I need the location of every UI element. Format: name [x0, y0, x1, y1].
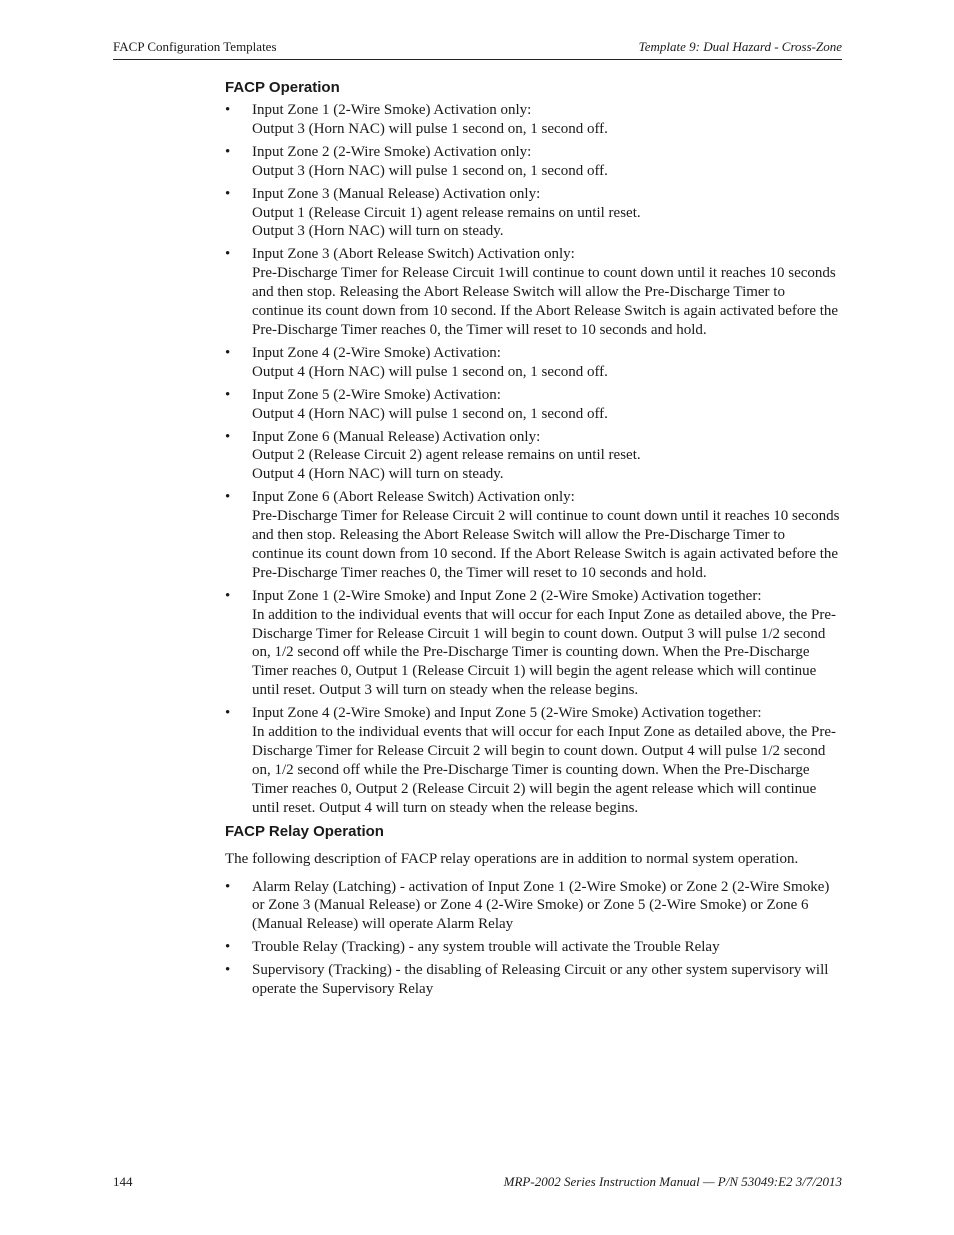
item-line: Output 4 (Horn NAC) will turn on steady. [252, 466, 504, 483]
bullet-list [225, 878, 840, 999]
section-heading: FACP Relay Operation [225, 822, 384, 840]
item-line: Alarm Relay (Latching) - activation of Input Zone 1 (2-Wire Smoke) or Zone 2 (2-Wire Smoke) or Zone 3 (Manual Release) or Zone 4 (2-Wire Smoke) or Zone 5 (2-Wire Smoke) or Zone 6 (Manual Release) will operate Alarm Relay [252, 878, 830, 933]
item-line: Input Zone 6 (Manual Release) Activation only: [252, 428, 541, 445]
bullet-icon: • [225, 587, 231, 604]
item-line: Input Zone 1 (2-Wire Smoke) and Input Zone 2 (2-Wire Smoke) Activation together: [252, 587, 762, 604]
header-template-title: Template 9: Dual Hazard - Cross-Zone [638, 39, 842, 54]
list-item [225, 428, 840, 485]
item-line: Input Zone 3 (Manual Release) Activation only: [252, 185, 541, 202]
item-line: Input Zone 5 (2-Wire Smoke) Activation: [252, 386, 501, 403]
bullet-icon: • [225, 428, 231, 445]
item-line: Input Zone 1 (2-Wire Smoke) Activation only: [252, 102, 532, 118]
bullet-icon: • [225, 705, 231, 722]
list-item [225, 386, 840, 424]
section-heading: FACP Operation [225, 79, 340, 96]
bullet-icon: • [225, 246, 231, 263]
bullet-icon: • [225, 939, 231, 956]
item-line: Input Zone 4 (2-Wire Smoke) and Input Zone 5 (2-Wire Smoke) Activation together: [252, 705, 762, 722]
list-item [225, 488, 840, 583]
item-line: Input Zone 2 (2-Wire Smoke) Activation only: [252, 143, 532, 160]
section-facp-operation [225, 78, 840, 818]
item-line: Input Zone 4 (2-Wire Smoke) Activation: [252, 344, 501, 361]
list-item [225, 878, 840, 935]
section-facp-relay-operation [225, 822, 840, 999]
bullet-icon: • [225, 878, 231, 895]
item-line: Trouble Relay (Tracking) - any system trouble will activate the Trouble Relay [252, 939, 720, 956]
page-content [225, 78, 840, 1003]
item-line: Output 4 (Horn NAC) will pulse 1 second on, 1 second off. [252, 363, 608, 380]
item-line: Output 1 (Release Circuit 1) agent release remains on until reset. [252, 204, 641, 221]
bullet-icon: • [225, 143, 231, 160]
item-line: In addition to the individual events that will occur for each Input Zone as detailed above, the Pre-Discharge Timer for Release Circuit 2 will begin to count down. Output 4 will pulse 1/2 second on, 1/2 second off while the Pre-Discharge Timer is counting down. When the Pre-Discharge Timer reaches 0, Output 2 (Release Circuit 2) will begin the agent release which will continue until reset. Output 4 will turn on steady when the release begins. [252, 724, 836, 816]
list-item [225, 143, 840, 181]
item-line: Pre-Discharge Timer for Release Circuit 1will continue to count down until it reaches 10 seconds and then stop. Releasing the Abort Release Switch will allow the Pre-Discharge Timer to continue its count down from 10 second. If the Abort Release Switch is again activated before the Pre-Discharge Timer reaches 0, the Timer will reset to 10 seconds and hold. [252, 265, 839, 338]
bullet-icon: • [225, 962, 231, 979]
item-line: Output 3 (Horn NAC) will pulse 1 second on, 1 second off. [252, 162, 608, 179]
list-item [225, 344, 840, 382]
bullet-icon: • [225, 344, 231, 361]
item-line: Output 3 (Horn NAC) will turn on steady. [252, 223, 504, 240]
bullet-icon: • [225, 386, 231, 403]
list-item [225, 938, 840, 957]
item-line: Supervisory (Tracking) - the disabling of Releasing Circuit or any other system supervisory will operate the Supervisory Relay [252, 962, 829, 998]
list-item [225, 101, 840, 139]
list-item [225, 185, 840, 242]
list-item [225, 587, 840, 700]
list-item [225, 704, 840, 817]
item-line: Input Zone 3 (Abort Release Switch) Activation only: [252, 246, 575, 263]
item-line: Output 3 (Horn NAC) will pulse 1 second on, 1 second off. [252, 120, 608, 137]
item-line: Pre-Discharge Timer for Release Circuit 2 will continue to count down until it reaches 10 seconds and then stop. Releasing the Abort Release Switch will allow the Pre-Discharge Timer to continue its count down from 10 second. If the Abort Release Switch is again activated before the Pre-Discharge Timer reaches 0, the Timer will reset to 10 seconds and hold. [252, 508, 840, 581]
section-intro: The following description of FACP relay operations are in addition to normal system operation. [225, 850, 799, 867]
header-section-title: FACP Configuration Templates [113, 39, 277, 54]
list-item [225, 245, 840, 340]
page-header [113, 37, 842, 60]
page-number: 144 [113, 1174, 133, 1189]
item-line: In addition to the individual events that will occur for each Input Zone as detailed above, the Pre-Discharge Timer for Release Circuit 1 will begin to count down. Output 3 will pulse 1/2 second on, 1/2 second off while the Pre-Discharge Timer is counting down. When the Pre-Discharge Timer reaches 0, Output 1 (Release Circuit 1) will begin the agent release which will continue until reset. Output 3 will turn on steady when the release begins. [252, 606, 836, 699]
item-line: Input Zone 6 (Abort Release Switch) Activation only: [252, 489, 575, 506]
list-item [225, 961, 840, 999]
footer-manual-title: MRP-2002 Series Instruction Manual — P/N 53049:E2 3/7/2013 [503, 1174, 842, 1189]
item-line: Output 4 (Horn NAC) will pulse 1 second on, 1 second off. [252, 405, 608, 422]
bullet-icon: • [225, 185, 231, 202]
bullet-icon: • [225, 102, 231, 118]
bullet-list [225, 101, 840, 818]
bullet-icon: • [225, 489, 231, 506]
item-line: Output 2 (Release Circuit 2) agent release remains on until reset. [252, 447, 641, 464]
